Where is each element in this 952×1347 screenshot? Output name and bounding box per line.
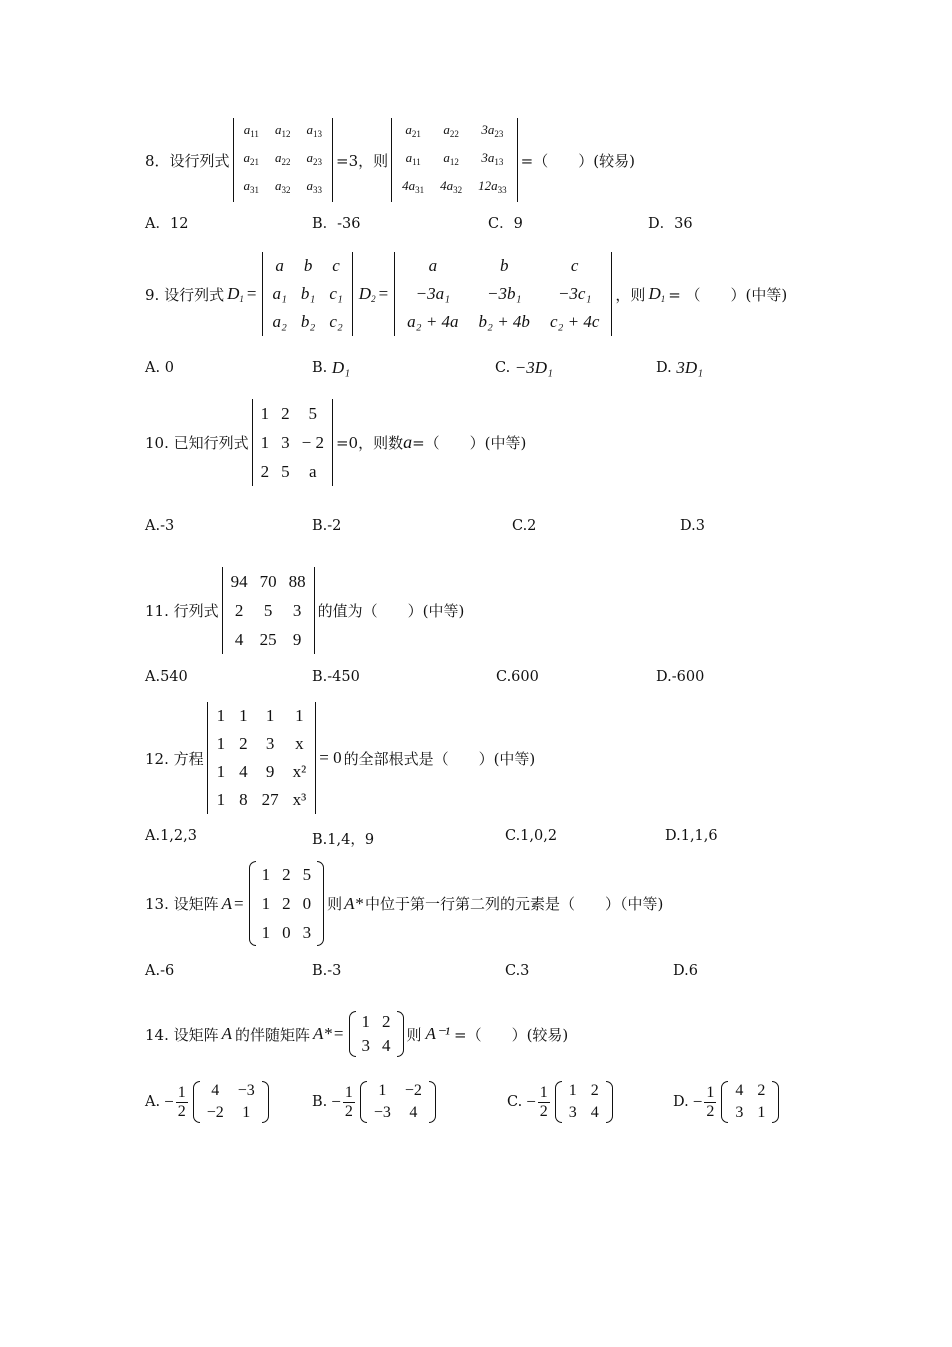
q13-eq: = (234, 893, 244, 913)
q9-option-b: B. D₁ (312, 358, 351, 377)
matrix-cell: 1 (568, 1082, 577, 1099)
matrix-cell: 2 (382, 1012, 391, 1031)
q8-option-d: D．36 (648, 216, 693, 232)
matrix-cell: 8 (239, 790, 248, 809)
matrix-cell: 5 (281, 462, 290, 481)
q14-option-c-frac: $\frac{1}{2}$ (539, 1083, 548, 1120)
q14-var: A (221, 1024, 233, 1043)
matrix-cell: $a_{13}$ (306, 122, 323, 139)
matrix-row (255, 399, 330, 428)
matrix-cell: 2 (239, 734, 248, 753)
matrix-cell: c (332, 256, 340, 275)
q10-option-b: B.-2 (312, 518, 342, 534)
matrix-cell: 1 (265, 706, 275, 725)
matrix-row (225, 567, 312, 596)
matrix-row (265, 308, 349, 336)
matrix-cell: 4 (239, 762, 248, 781)
matrix-row (236, 174, 331, 202)
matrix-cell: $a_{32}$ (275, 178, 291, 195)
q14-option-b-sign: − (331, 1092, 341, 1111)
q8-mid: =3，则 (336, 151, 389, 170)
matrix-cell: 27 (261, 790, 279, 809)
q14-var3: A⁻¹ (425, 1024, 450, 1043)
q11-option-b: B.-450 (312, 669, 360, 685)
matrix-cell: 2 (282, 865, 291, 884)
matrix-cell: 1 (242, 1104, 251, 1121)
matrix-cell: 1 (261, 894, 271, 913)
matrix-row (210, 758, 314, 786)
matrix-cell: 3 (292, 601, 302, 620)
q9-option-c-math: −3D₁ (514, 358, 553, 377)
matrix-cell: 1 (757, 1104, 766, 1121)
matrix-cell: $12a_{33}$ (478, 178, 507, 195)
q9-option-c: C. −3D₁ (495, 358, 553, 377)
q10-option-d: D.3 (680, 518, 705, 534)
q9-lead: 9. 设行列式 (145, 285, 225, 304)
q8-option-b: B．-36 (312, 216, 361, 232)
q13-tail-a: 则 (327, 895, 343, 913)
matrix-cell: c₂ (329, 312, 343, 331)
matrix-cell: a₂ + 4a (407, 312, 459, 331)
matrix-cell: x² (292, 762, 307, 781)
matrix-row (397, 308, 609, 336)
matrix-cell: 70 (259, 572, 277, 591)
q12-option-b: B.1,4，9 (312, 832, 375, 848)
q9-d1-label-2: $D_1$ (648, 284, 666, 304)
q10-option-c: C.2 (512, 518, 537, 534)
matrix-cell: 1 (261, 923, 271, 942)
matrix-cell: −3c₁ (557, 284, 592, 303)
q9-determinant-2 (394, 252, 612, 336)
q9-option-d-math: 3D₁ (676, 358, 704, 377)
matrix-cell: 25 (259, 630, 277, 649)
matrix-cell: $a_{12}$ (275, 122, 291, 139)
matrix-cell: c₁ (329, 284, 343, 303)
matrix-cell: 4 (382, 1036, 391, 1055)
q12-option-c: C.1,0,2 (505, 828, 558, 844)
q9-d2-label: $D_2$ (358, 284, 376, 304)
matrix-cell: −3b₁ (487, 284, 522, 303)
matrix-cell: a (275, 256, 284, 275)
q9-determinant-1 (262, 252, 352, 336)
matrix-row (367, 1102, 429, 1124)
q11-option-a: A.540 (145, 669, 188, 685)
q8-option-a: A．12 (145, 216, 189, 232)
matrix-row (256, 918, 318, 947)
matrix-cell: 3 (735, 1104, 744, 1121)
matrix-row (397, 280, 609, 308)
q9-eq-2: = (378, 284, 389, 303)
q13-lead: 13. 设矩阵 (145, 895, 219, 913)
matrix-cell: $a_{11}$ (243, 122, 259, 139)
matrix-row (255, 428, 330, 457)
matrix-row (394, 146, 515, 174)
q13-option-c: C.3 (505, 963, 530, 979)
q14-matrix (349, 1010, 404, 1058)
matrix-cell: 5 (263, 601, 273, 620)
matrix-cell: 4 (234, 630, 244, 649)
q9-d1-label: $D_1$ (227, 284, 244, 304)
matrix-cell: $a_{31}$ (243, 178, 260, 195)
q10-tail: =（ ）(中等) (412, 434, 527, 452)
q8-lead: 8．设行列式 (145, 151, 230, 170)
matrix-row (394, 174, 515, 202)
q13-matrix (249, 860, 325, 947)
q14-option-d: D. − $\frac{1}{2}$ 4 2 3 1 (673, 1080, 782, 1124)
matrix-cell: 1 (361, 1012, 371, 1031)
q14-mid: 的伴随矩阵 (235, 1025, 311, 1044)
matrix-cell: $a_{12}$ (443, 150, 459, 167)
matrix-cell: 0 (282, 923, 291, 942)
question-8 (145, 118, 635, 202)
q8-option-c: C．9 (488, 216, 523, 232)
matrix-cell: $a_{22}$ (275, 150, 291, 167)
matrix-cell: 1 (260, 433, 270, 452)
matrix-row (367, 1080, 429, 1102)
matrix-cell: a (309, 462, 317, 481)
question-10 (145, 399, 526, 486)
matrix-cell: a (428, 256, 438, 275)
matrix-cell: 0 (302, 894, 312, 913)
matrix-cell: 1 (216, 790, 226, 809)
q9-eq: = (246, 284, 257, 303)
matrix-row (356, 1034, 397, 1058)
q14-option-d-frac: $\frac{1}{2}$ (706, 1083, 715, 1120)
matrix-cell: 9 (265, 762, 275, 781)
q14-eq: = (333, 1024, 344, 1043)
matrix-cell: 3 (302, 923, 312, 942)
question-13 (145, 860, 663, 947)
q11-lead: 11. 行列式 (145, 602, 219, 620)
q8-tail: =（ ）(较易) (520, 151, 635, 170)
q14-tail-b: =（ ）(较易) (454, 1025, 569, 1044)
q10-var: a (403, 432, 413, 452)
matrix-row (236, 118, 331, 146)
q14-option-a: A. − $\frac{1}{2}$ 4 −3 −2 1 (145, 1080, 272, 1124)
matrix-row (265, 252, 349, 280)
q12-option-a: A.1,2,3 (145, 828, 197, 844)
matrix-row (265, 280, 349, 308)
matrix-cell: 5 (308, 404, 318, 423)
matrix-cell: −3 (373, 1104, 391, 1121)
q9-tail-b: = （ ）(中等) (668, 285, 788, 304)
matrix-cell: 2 (757, 1082, 766, 1099)
matrix-row (728, 1102, 772, 1124)
matrix-cell: 4 (211, 1082, 220, 1099)
matrix-cell: − 2 (301, 433, 324, 452)
question-9 (145, 252, 787, 336)
matrix-cell: 2 (590, 1082, 599, 1099)
matrix-cell: $3a_{13}$ (481, 150, 504, 167)
q9-option-d: D. 3D₁ (656, 358, 704, 377)
matrix-cell: 2 (234, 601, 244, 620)
matrix-cell: −2 (404, 1082, 422, 1099)
matrix-cell: 4 (409, 1104, 418, 1121)
matrix-cell: 1 (216, 706, 226, 725)
matrix-row (728, 1080, 772, 1102)
q12-eq: = 0 (319, 748, 342, 767)
q9-option-b-math: D₁ (331, 358, 351, 377)
matrix-cell: b₁ (300, 284, 316, 303)
q14-option-b-matrix (360, 1080, 436, 1124)
matrix-cell: a₂ (272, 312, 287, 331)
matrix-cell: 4 (590, 1104, 599, 1121)
q14-option-a-sign: − (164, 1092, 174, 1111)
matrix-row (397, 252, 609, 280)
question-14 (145, 1010, 568, 1058)
matrix-cell: 1 (378, 1082, 387, 1099)
q11-tail: 的值为（ ）(中等) (317, 602, 465, 620)
matrix-cell: $a_{22}$ (443, 122, 459, 139)
q14-option-b-frac: $\frac{1}{2}$ (344, 1083, 353, 1120)
matrix-cell: $a_{11}$ (405, 150, 421, 167)
q14-option-d-sign: − (692, 1092, 703, 1111)
matrix-cell: 3 (265, 734, 275, 753)
matrix-cell: 1 (260, 404, 270, 423)
matrix-row (394, 118, 515, 146)
q10-option-a: A.-3 (145, 518, 175, 534)
matrix-cell: $4a_{31}$ (402, 178, 425, 195)
matrix-cell: −3a₁ (415, 284, 451, 303)
q9-option-a: A. 0 (145, 360, 174, 376)
matrix-cell: b₂ + 4b (478, 312, 530, 331)
q13-option-b: B.-3 (312, 963, 342, 979)
matrix-cell: $a_{21}$ (405, 122, 421, 139)
matrix-cell: 2 (281, 404, 290, 423)
matrix-cell: 1 (216, 762, 226, 781)
matrix-cell: 4 (735, 1082, 744, 1099)
matrix-row (255, 457, 330, 486)
matrix-cell: $a_{23}$ (306, 150, 323, 167)
q11-option-c: C.600 (496, 669, 539, 685)
matrix-row (200, 1080, 262, 1102)
matrix-row (562, 1102, 606, 1124)
matrix-row (356, 1010, 397, 1034)
matrix-row (225, 596, 312, 625)
matrix-cell: $a_{33}$ (306, 178, 323, 195)
matrix-cell: $4a_{32}$ (440, 178, 463, 195)
matrix-row (200, 1102, 262, 1124)
q10-lead: 10. 已知行列式 (145, 434, 249, 452)
matrix-row (236, 146, 331, 174)
matrix-cell: b (303, 256, 313, 275)
matrix-cell: x (295, 734, 304, 753)
q9-tail-a: ，则 (615, 285, 646, 304)
q13-option-a: A.-6 (145, 963, 175, 979)
matrix-cell: x³ (292, 790, 307, 809)
q13-var: A (221, 893, 233, 913)
matrix-cell: −3 (237, 1082, 255, 1099)
q14-option-c: C. − $\frac{1}{2}$ 1 2 3 4 (507, 1080, 616, 1124)
q14-tail-a: 则 (406, 1025, 422, 1044)
matrix-cell: c (570, 256, 579, 275)
matrix-cell: b₂ (300, 312, 316, 331)
matrix-cell: 9 (292, 630, 302, 649)
matrix-row (210, 730, 314, 758)
q12-tail: 的全部根式是（ ）(中等) (343, 749, 536, 768)
matrix-cell: −2 (206, 1104, 224, 1121)
q14-option-c-sign: − (526, 1092, 536, 1111)
q12-lead: 12. 方程 (145, 749, 204, 768)
q14-option-c-matrix (555, 1080, 613, 1124)
q8-determinant-1 (233, 118, 334, 202)
q13-var2: A* (344, 893, 364, 913)
matrix-cell: 1 (261, 865, 271, 884)
matrix-row (256, 860, 318, 889)
q14-var2: A* (313, 1024, 332, 1043)
q14-option-a-frac: $\frac{1}{2}$ (177, 1083, 186, 1120)
matrix-row (210, 786, 314, 814)
matrix-cell: 1 (295, 706, 304, 725)
q13-tail-b: 中位于第一行第二列的元素是（ ）（中等) (365, 895, 664, 913)
matrix-cell: c₂ + 4c (549, 312, 600, 331)
matrix-cell: $3a_{23}$ (481, 122, 504, 139)
matrix-cell: $a_{21}$ (243, 150, 260, 167)
q12-determinant (207, 702, 317, 814)
matrix-row (225, 625, 312, 654)
matrix-cell: 1 (216, 734, 226, 753)
matrix-cell: 3 (281, 433, 290, 452)
matrix-cell: 88 (288, 572, 306, 591)
matrix-cell: b (499, 256, 509, 275)
matrix-row (256, 889, 318, 918)
matrix-cell: 2 (260, 462, 270, 481)
q13-option-d: D.6 (673, 963, 698, 979)
q14-option-a-matrix (193, 1080, 269, 1124)
q10-mid: =0，则数 (335, 434, 404, 452)
matrix-cell: a₁ (272, 284, 287, 303)
matrix-row (210, 702, 314, 730)
matrix-cell: 5 (302, 865, 312, 884)
matrix-cell: 3 (568, 1104, 577, 1121)
matrix-cell: 3 (361, 1036, 371, 1055)
matrix-cell: 94 (230, 572, 248, 591)
q11-option-d: D.-600 (656, 669, 705, 685)
q12-option-d: D.1,1,6 (665, 828, 718, 844)
q11-determinant (222, 567, 315, 654)
matrix-cell: 1 (239, 706, 248, 725)
q14-lead: 14. 设矩阵 (145, 1025, 219, 1044)
question-12 (145, 702, 535, 814)
q8-determinant-2 (391, 118, 518, 202)
q10-determinant (252, 399, 333, 486)
matrix-row (562, 1080, 606, 1102)
question-11 (145, 567, 464, 654)
q14-option-d-matrix (721, 1080, 779, 1124)
matrix-cell: 2 (282, 894, 291, 913)
q14-option-b: B. − $\frac{1}{2}$ 1 −2 −3 4 (312, 1080, 439, 1124)
